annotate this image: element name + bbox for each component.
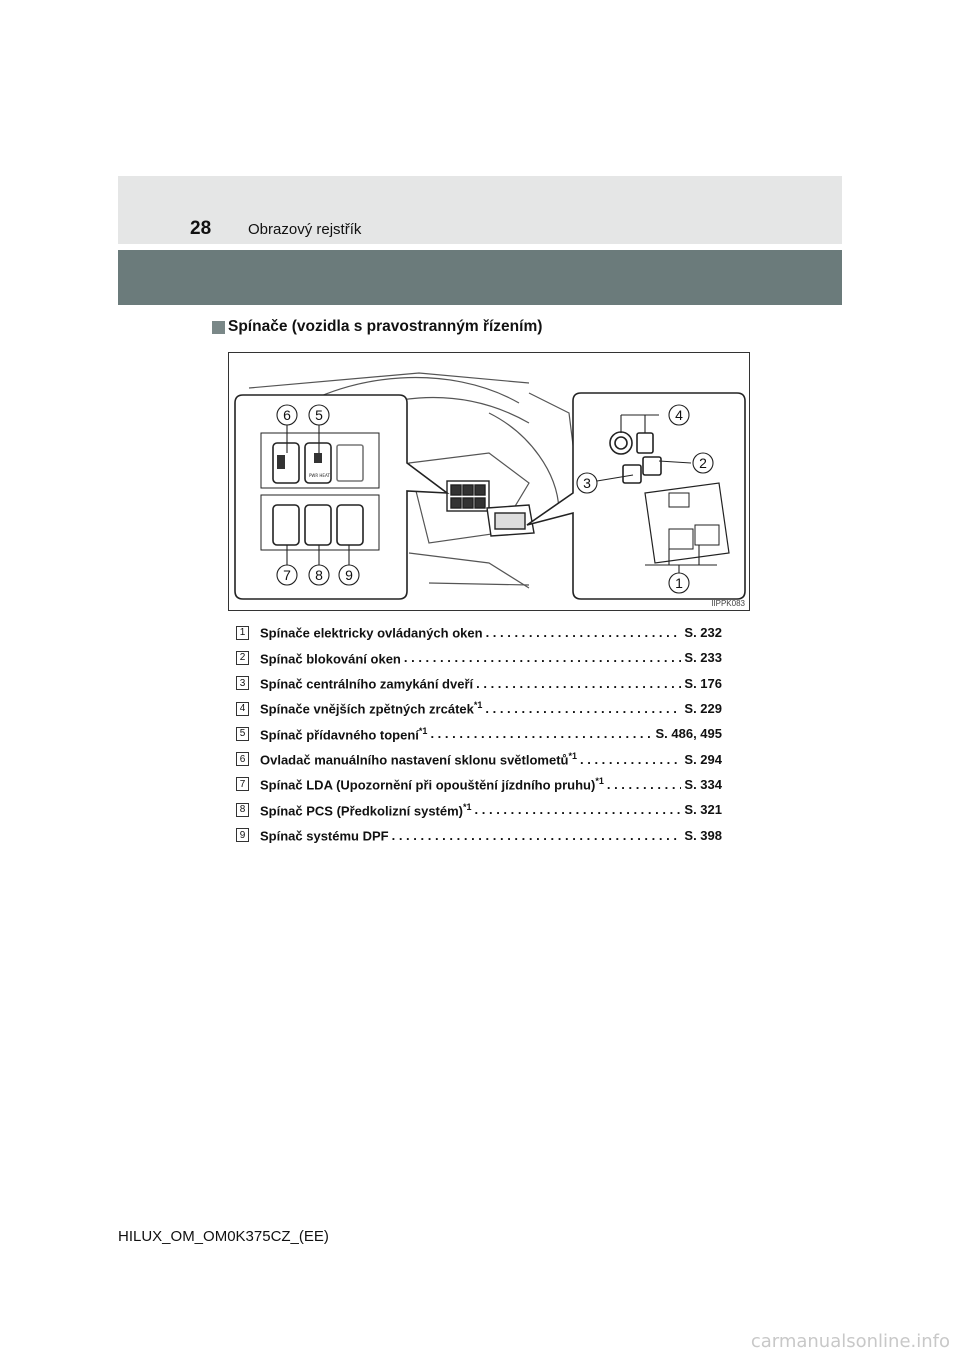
page-reference[interactable]: S. 232 [684, 625, 722, 641]
item-label: Spínač systému DPF [260, 828, 389, 844]
header-band [118, 176, 842, 244]
page-reference[interactable]: S. 398 [684, 827, 722, 843]
item-label: Spínač přídavného topení [260, 727, 419, 742]
callout-9: 9 [345, 567, 353, 583]
item-text [260, 624, 483, 640]
dot-leader [430, 726, 652, 741]
item-number: 3 [236, 676, 249, 690]
item-number: 1 [236, 626, 249, 640]
page-reference[interactable]: S. 486, 495 [655, 726, 722, 742]
page-reference[interactable]: S. 176 [684, 675, 722, 691]
switches-diagram [229, 353, 749, 610]
item-number: 4 [236, 702, 249, 716]
item-text [260, 751, 577, 767]
dot-leader [607, 777, 682, 792]
item-number: 6 [236, 752, 249, 766]
item-footnote: *1 [418, 725, 428, 736]
dot-leader [486, 625, 682, 640]
item-footnote: *1 [473, 700, 483, 711]
item-number: 8 [236, 803, 249, 817]
dot-leader [404, 650, 682, 665]
item-label: Spínače elektricky ovládaných oken [260, 625, 483, 641]
callout-4: 4 [675, 407, 683, 423]
item-text [260, 675, 473, 691]
list-item [236, 645, 722, 670]
section-band [118, 250, 842, 305]
callout-2: 2 [699, 455, 707, 471]
dot-leader [476, 676, 681, 691]
item-label: Spínače vnějších zpětných zrcátek [260, 701, 474, 717]
item-label: Spínač LDA (Upozornění při opouštění jízdního pruhu) [260, 777, 596, 793]
dot-leader [485, 701, 681, 716]
item-footnote: *1 [568, 750, 577, 761]
list-item [236, 772, 722, 797]
callout-1: 1 [675, 575, 683, 591]
heat-switch-label: PWR HEAT [309, 473, 330, 478]
item-list [236, 620, 722, 848]
dot-leader [475, 802, 682, 817]
section-title: Obrazový rejstřík [248, 221, 362, 238]
item-number: 2 [236, 651, 249, 665]
item-label: Spínač centrálního zamykání dveří [260, 676, 474, 692]
page-reference[interactable]: S. 229 [684, 701, 722, 717]
item-text [260, 827, 389, 843]
item-footnote: *1 [595, 776, 604, 787]
page-reference[interactable]: S. 321 [684, 802, 722, 818]
list-item [236, 746, 722, 771]
figure-code: IIPPK083 [711, 599, 745, 608]
item-number: 9 [236, 828, 249, 842]
list-item [236, 696, 722, 721]
watermark: carmanualsonline.info [750, 1331, 950, 1352]
item-text [260, 700, 482, 716]
page-number: 28 [190, 218, 212, 239]
list-item [236, 721, 722, 746]
item-label: Spínač PCS (Předkolizní systém) [260, 802, 464, 818]
item-text [260, 726, 427, 742]
footer-code: HILUX_OM_OM0K375CZ_(EE) [118, 1228, 329, 1245]
callout-8: 8 [315, 567, 323, 583]
callout-6: 6 [283, 407, 291, 423]
list-item [236, 671, 722, 696]
page-reference[interactable]: S. 334 [684, 776, 722, 792]
item-footnote: *1 [463, 801, 472, 812]
callout-3: 3 [583, 475, 591, 491]
item-text [260, 776, 604, 792]
list-item [236, 822, 722, 847]
subheading-text: Spínače (vozidla s pravostranným řízením) [228, 318, 543, 335]
callout-7: 7 [283, 567, 291, 583]
item-text [260, 650, 401, 666]
page-reference[interactable]: S. 233 [684, 650, 722, 666]
list-item [236, 620, 722, 645]
dot-leader [392, 828, 682, 843]
switches-illustration [228, 352, 750, 611]
page-reference[interactable]: S. 294 [684, 751, 722, 767]
callout-5: 5 [315, 407, 323, 423]
list-item [236, 797, 722, 822]
square-bullet-icon [212, 321, 225, 334]
item-text [260, 802, 472, 818]
dot-leader [580, 752, 681, 767]
subheading [212, 318, 542, 336]
item-number: 5 [236, 727, 249, 741]
item-label: Ovladač manuálního nastavení sklonu světlometů [260, 752, 569, 768]
item-number: 7 [236, 777, 249, 791]
item-label: Spínač blokování oken [260, 651, 401, 667]
